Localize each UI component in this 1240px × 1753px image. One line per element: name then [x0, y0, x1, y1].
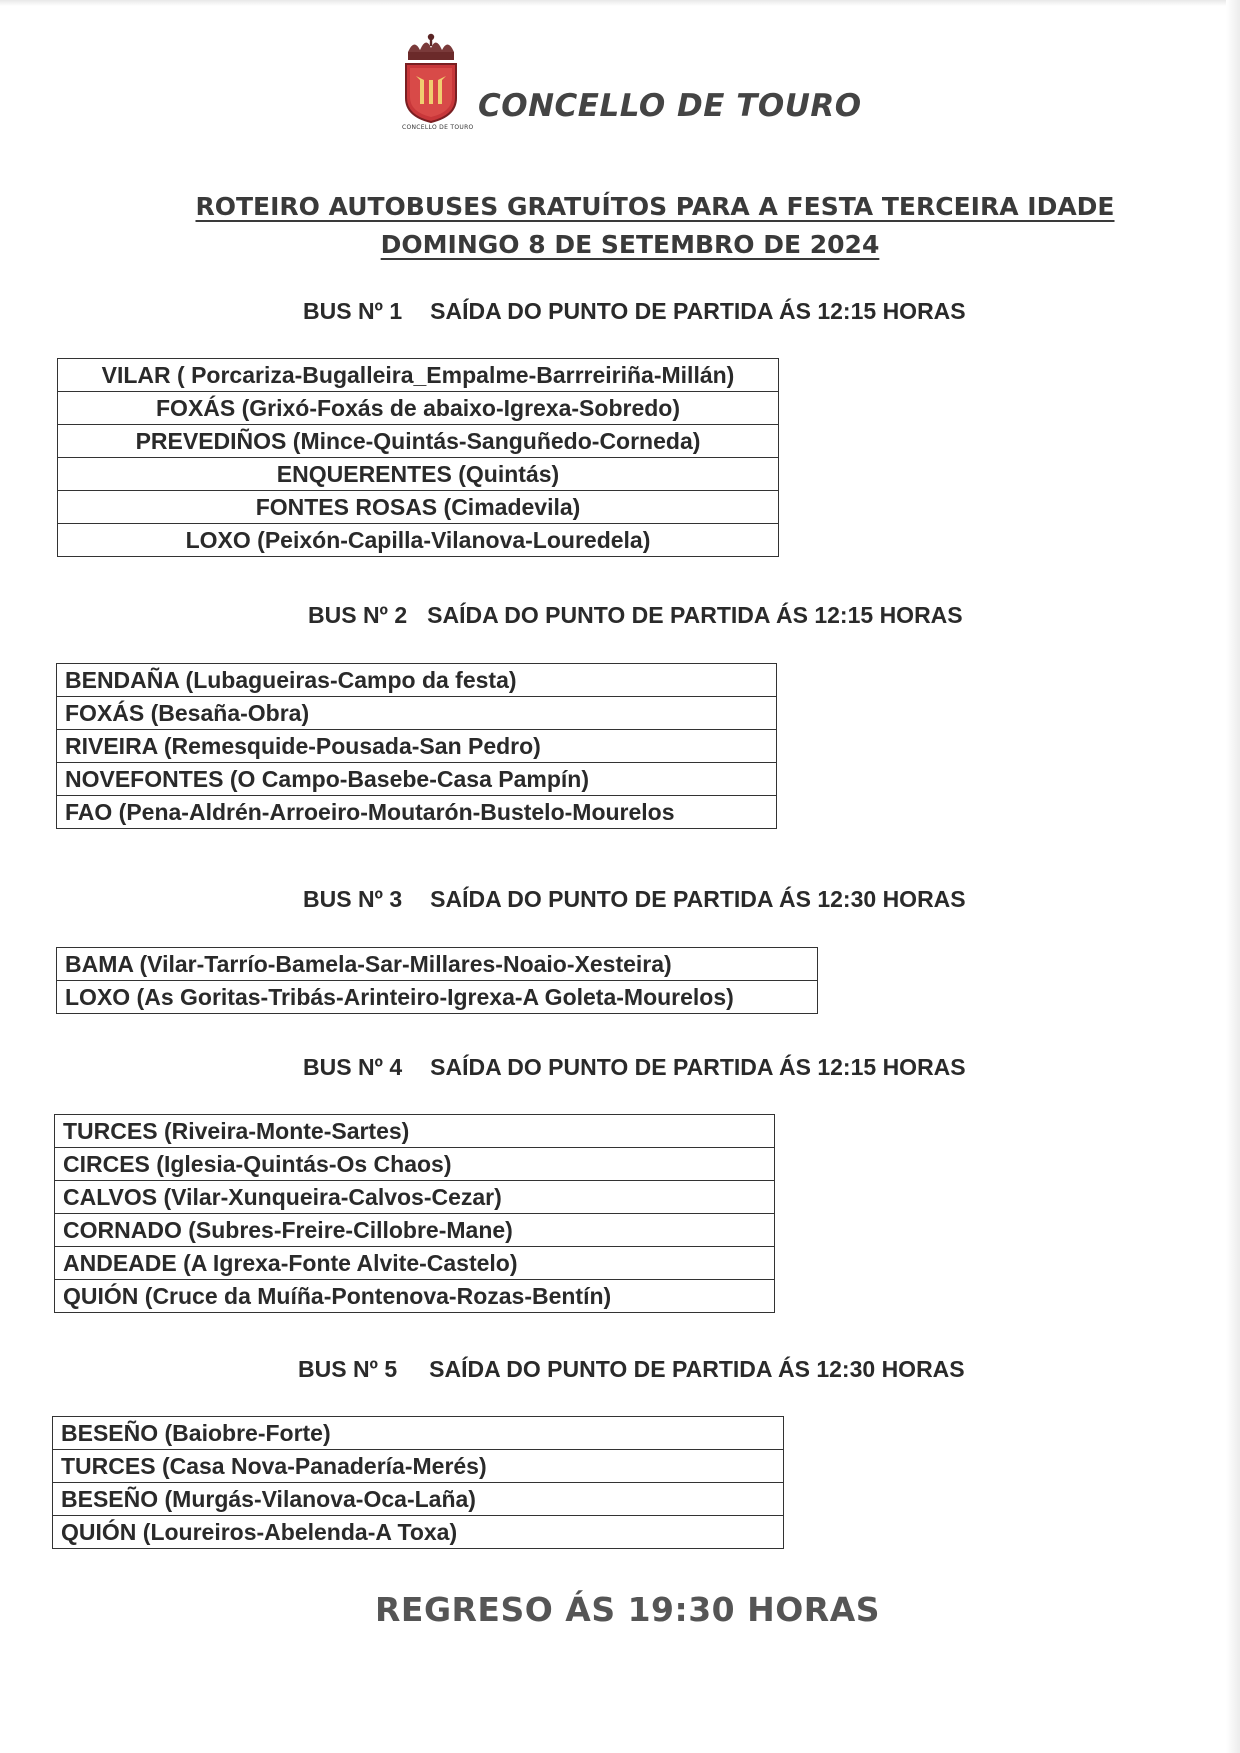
route-stop: QUIÓN (Loureiros-Abelenda-A Toxa) — [53, 1516, 784, 1549]
table-row — [53, 1417, 784, 1450]
route-stop: FAO (Pena-Aldrén-Arroeiro-Moutarón-Bustelo-Mourelos — [57, 796, 777, 829]
municipal-coat-of-arms-icon — [400, 32, 462, 130]
table-row — [55, 1247, 775, 1280]
route-stop: RIVEIRA (Remesquide-Pousada-San Pedro) — [57, 730, 777, 763]
return-time-note: REGRESO ÁS 19:30 HORAS — [374, 1590, 881, 1629]
scan-edge-right — [1226, 0, 1240, 1753]
table-row — [55, 1214, 775, 1247]
route-stop: FOXÁS (Grixó-Foxás de abaixo-Igrexa-Sobredo) — [58, 392, 779, 425]
route-stop: BAMA (Vilar-Tarrío-Bamela-Sar-Millares-Noaio-Xesteira) — [57, 948, 818, 981]
route-stop: LOXO (As Goritas-Tribás-Arinteiro-Igrexa-A Goleta-Mourelos) — [57, 981, 818, 1014]
table-row — [55, 1148, 775, 1181]
crest-caption: CONCELLO DE TOURO — [402, 124, 474, 131]
route-stop: LOXO (Peixón-Capilla-Vilanova-Louredela) — [58, 524, 779, 557]
route-stop: FOXÁS (Besaña-Obra) — [57, 697, 777, 730]
table-row — [58, 458, 779, 491]
route-stop: BESEÑO (Murgás-Vilanova-Oca-Laña) — [53, 1483, 784, 1516]
route-stop: BESEÑO (Baiobre-Forte) — [53, 1417, 784, 1450]
table-row — [57, 981, 818, 1014]
bus-number: BUS Nº 2 — [308, 602, 408, 628]
route-stop: TURCES (Casa Nova-Panadería-Merés) — [53, 1450, 784, 1483]
document-title: ROTEIRO AUTOBUSES GRATUÍTOS PARA A FESTA TERCEIRA IDADE — [195, 192, 1115, 221]
table-row — [58, 524, 779, 557]
bus-number: BUS Nº 5 — [298, 1356, 398, 1382]
route-stop: CORNADO (Subres-Freire-Cillobre-Mane) — [55, 1214, 775, 1247]
table-row — [55, 1115, 775, 1148]
bus-heading-4 — [303, 1054, 966, 1081]
bus-number: BUS Nº 3 — [303, 886, 403, 912]
table-row — [55, 1280, 775, 1313]
route-stop: CIRCES (Iglesia-Quintás-Os Chaos) — [55, 1148, 775, 1181]
route-stop: ANDEADE (A Igrexa-Fonte Alvite-Castelo) — [55, 1247, 775, 1280]
bus-departure: SAÍDA DO PUNTO DE PARTIDA ÁS 12:30 HORAS — [430, 886, 966, 912]
table-row — [57, 697, 777, 730]
table-row — [55, 1181, 775, 1214]
table-row — [57, 763, 777, 796]
route-table-bus-3 — [56, 947, 818, 1014]
bus-departure: SAÍDA DO PUNTO DE PARTIDA ÁS 12:15 HORAS — [430, 1054, 966, 1080]
table-row — [53, 1450, 784, 1483]
bus-number: BUS Nº 1 — [303, 298, 403, 324]
route-table-bus-5 — [52, 1416, 784, 1549]
scan-edge-top — [0, 0, 1240, 6]
document-date: DOMINGO 8 DE SETEMBRO DE 2024 — [380, 230, 880, 259]
route-stop: QUIÓN (Cruce da Muíña-Pontenova-Rozas-Bentín) — [55, 1280, 775, 1313]
bus-departure: SAÍDA DO PUNTO DE PARTIDA ÁS 12:15 HORAS — [430, 298, 966, 324]
table-row — [53, 1516, 784, 1549]
route-stop: VILAR ( Porcariza-Bugalleira_Empalme-Barrreiriña-Millán) — [58, 359, 779, 392]
table-row — [57, 796, 777, 829]
table-row — [57, 948, 818, 981]
route-stop: PREVEDIÑOS (Mince-Quintás-Sanguñedo-Corneda) — [58, 425, 779, 458]
table-row — [57, 664, 777, 697]
route-table-bus-4 — [54, 1114, 775, 1313]
bus-departure: SAÍDA DO PUNTO DE PARTIDA ÁS 12:30 HORAS — [429, 1356, 965, 1382]
bus-heading-1 — [303, 298, 966, 325]
table-row — [57, 730, 777, 763]
bus-heading-2 — [308, 602, 963, 629]
route-table-bus-2 — [56, 663, 777, 829]
route-stop: NOVEFONTES (O Campo-Basebe-Casa Pampín) — [57, 763, 777, 796]
bus-number: BUS Nº 4 — [303, 1054, 403, 1080]
route-stop: BENDAÑA (Lubagueiras-Campo da festa) — [57, 664, 777, 697]
table-row — [58, 359, 779, 392]
table-row — [58, 392, 779, 425]
bus-heading-5 — [298, 1356, 965, 1383]
route-stop: FONTES ROSAS (Cimadevila) — [58, 491, 779, 524]
route-stop: CALVOS (Vilar-Xunqueira-Calvos-Cezar) — [55, 1181, 775, 1214]
route-stop: TURCES (Riveira-Monte-Sartes) — [55, 1115, 775, 1148]
table-row — [58, 425, 779, 458]
organization-name: CONCELLO DE TOURO — [478, 88, 862, 124]
table-row — [53, 1483, 784, 1516]
bus-heading-3 — [303, 886, 966, 913]
route-table-bus-1 — [57, 358, 779, 557]
bus-departure: SAÍDA DO PUNTO DE PARTIDA ÁS 12:15 HORAS — [427, 602, 963, 628]
route-stop: ENQUERENTES (Quintás) — [58, 458, 779, 491]
table-row — [58, 491, 779, 524]
